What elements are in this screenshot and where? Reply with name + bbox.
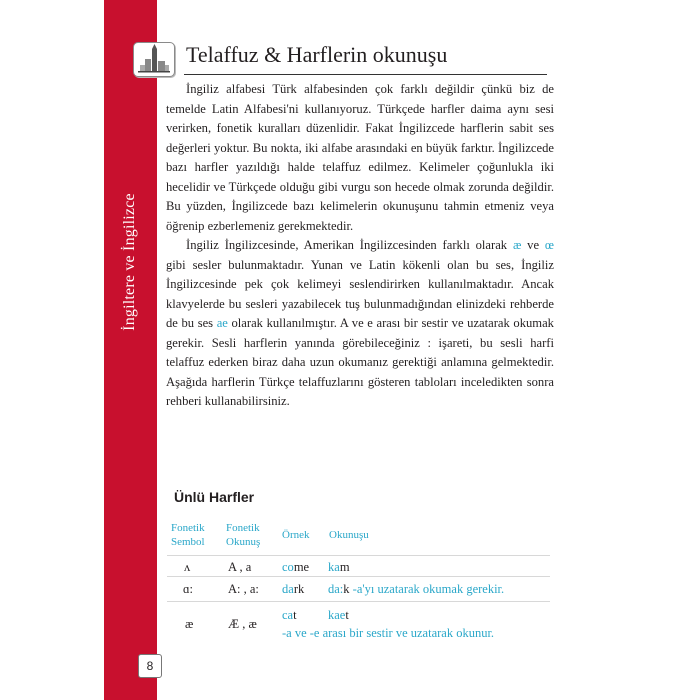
table-divider	[167, 555, 550, 556]
side-tab-label: İngiltere ve İngilizce	[121, 193, 138, 331]
page-number: 8	[138, 654, 162, 678]
row-reading: kam	[328, 560, 350, 574]
row-reading: kaet	[328, 608, 349, 622]
page-title: Telaffuz & Harflerin okunuşu	[186, 42, 448, 67]
row-note: -a'yı uzatarak okumak gerekir.	[352, 582, 505, 596]
paragraph-2: İngiliz İngilizcesinde, Amerikan İngilizcesinden farklı olarak æ ve œ gibi sesler bulunmaktadır. Yunan ve Latin kökenli olan bu ses, İngiliz İngilizcesinde pek çok kelimeyi seslendirirken kullanılmaktadır. Ancak klavyelerde bu sesleri yazabilecek tuş bulunmadığından elinizdeki rehberde de bu ses ae olarak kullanılmıştır. A ve e arası bir sestir ve uzatarak okumak gerekir. Sesli harflerin yanında görebileceğiniz : işareti, bu sesli harfi telaffuz ederken biraz daha uzun okumanız gerektiği anlamına gelmektedir. Aşağıda harflerin Türkçe telaffuzlarını gösteren tabloları inceledikten sonra rehberi kullanabilirsiniz.	[166, 238, 554, 408]
row-reading: da:k -a'yı uzatarak okumak gerekir.	[328, 582, 505, 596]
side-tab	[104, 0, 157, 700]
body-text	[166, 80, 554, 412]
col-header-symbol: Fonetik Sembol	[171, 522, 205, 548]
row-phonetic: Æ , æ	[228, 617, 257, 631]
col-header-example: Örnek	[282, 529, 310, 541]
row-phonetic: A: , a:	[228, 582, 259, 596]
row-symbol: ɑ:	[183, 582, 194, 596]
ipa-symbol: ae	[216, 316, 228, 330]
row-symbol: ʌ	[184, 560, 191, 574]
row-symbol: æ	[185, 617, 194, 631]
table-divider	[167, 576, 550, 577]
section-title: Ünlü Harfler	[174, 489, 255, 505]
col-header-phonetic: Fonetik Okunuş	[226, 522, 261, 548]
clock-tower-icon	[133, 42, 175, 77]
col-header-reading: Okunuşu	[329, 529, 369, 541]
ipa-symbol: æ	[512, 238, 522, 252]
row-example: cat	[282, 608, 297, 622]
row-example: dark	[282, 582, 305, 596]
row-phonetic: A , a	[228, 560, 252, 574]
ipa-symbol: œ	[544, 238, 554, 252]
row-example: come	[282, 560, 310, 574]
title-underline	[184, 74, 547, 75]
paragraph-1: İngiliz alfabesi Türk alfabesinden çok farklı değildir çünkü biz de temelde Latin Alfabesi'ni kullanıyoruz. Türkçede harfler daima aynı sesi verirken, fonetik kuralları düzenlidir. Fakat İngilizcede harflerin sabit ses değerleri yoktur. Bu nokta, iki alfabe arasındaki en büyük farktır. İngilizcede bazı harfler yazıldığı halde telaffuz edilmez. Kelimeler çoğunlukla iki hecelidir ve Türkçede olduğu gibi vurgu son hecede olmak zorunda değildir. Bu yüzden, İngilizcede bazı kelimelerin okunuşunu tahmin etmeniz veya öğrenip ezberlemeniz gerekmektedir.	[166, 82, 555, 233]
row-note: -a ve -e arası bir sestir ve uzatarak okunur.	[282, 626, 495, 640]
table-divider	[167, 601, 550, 602]
